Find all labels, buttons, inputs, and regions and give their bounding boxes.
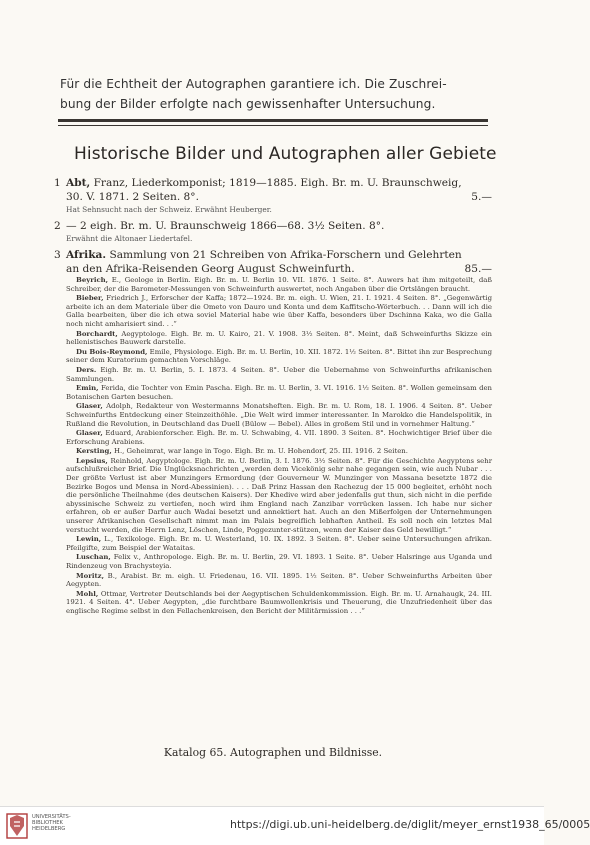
- entry-line: 30. V. 1871. 2 Seiten. 8°.: [66, 191, 199, 203]
- notice-line-2: bung der Bilder erfolgte nach gewissenhafter Untersuchung.: [60, 97, 436, 111]
- letter-item: Kersting, H., Geheimrat, war lange in Togo. Eigh. Br. m. U. Hohendorf, 25. III. 1916. 2 Seiten.: [76, 447, 408, 456]
- catalog-entries: [54, 176, 492, 617]
- entry-line: Sammlung von 21 Schreiben von Afrika-Forschern und Gelehrten: [106, 249, 462, 261]
- letter-item: Mohl, Ottmar, Vertreter Deutschlands bei der Aegyptischen Schuldenkommission. Eigh. Br. m. U. Arnahaugk, 24. III. 1921. 4 Seiten. 4°. Ueber Aegypten, „die furchtbare Baumwollenkrisis und Theuerung, die Unzufriedenheit über das englische Regime selbst in den Fellachenkreisen, den Bericht der Militärmission . . .“: [66, 589, 492, 615]
- catalog-entry-1: [54, 176, 492, 215]
- letter-item: Emin, Ferida, die Tochter von Emin Pascha. Eigh. Br. m. U. Berlin, 3. VI. 1916. 1½ Seiten. 8°. Wollen gemeinsam den Botanischen Garten besuchen.: [66, 384, 492, 401]
- entry-line: an den Afrika-Reisenden Georg August Schweinfurth.: [66, 263, 355, 275]
- letter-item: Luschan, Felix v., Anthropologe. Eigh. Br. m. U. Berlin, 29. VI. 1893. 1 Seite. 8°. Ueber Halsringe aus Uganda und Rindenzeug von Brachysteyia.: [66, 553, 492, 570]
- letter-item: Ders. Eigh. Br. m. U. Berlin, 5. I. 1873. 4 Seiten. 8°. Ueber die Uebernahme von Schweinfurths afrikanischen Sammlungen.: [66, 365, 492, 383]
- catalog-entry-3: [54, 248, 492, 276]
- letter-item: Glaser, Adolph, Redakteur von Westermanns Monatsheften. Eigh. Br. m. U. Rom, 18. I. 1906. 4 Seiten. 8°. Ueber Schweinfurths Entdeckung einer Steinzeithöhle. „Die Welt wird immer interessanter. In Marokko die Handelspolitik, in Rußland die Revolution, in Deutschland das Duell (Bülow — Bebel). Alles in großem Stil und in vornehmer Haltung.“: [66, 402, 492, 428]
- letter-list: [54, 276, 492, 616]
- letter-item: Lepsius, Reinhold, Aegyptologe. Eigh. Br. m. U. Berlin, 3. I. 1876. 3½ Seiten. 8°. Für die Geschichte Aegyptens sehr aufschlußreicher Brief. Die Unglücksnachrichten „werden dem Vicekönig sehr nahe gegangen sein, wie auch Nubar . . . Der größte Verlust ist aber Munzingers Ermordung (der Gouverneur W. Munzinger von Massana besetzte 1872 die Bezirke Bogos und Mensa in Nord-Abessinien). . . . Daß Prinz Hassan den Rachezug der 15 000 begleitet, erhöht noch die persönliche Theilnahme (des deutschen Kaisers). Der Khedive wird aber jedenfalls gut thun, sich nicht in die perfide abyssinische Schweiz zu vertiefen, noch wird ihm England nach Zanzibar vorrücken lassen. Ich habe nur sicher erfahren, ob er außer Darfur auch Wadai besetzt und annektiert hat. Auch an den Mißerfolgen der Unternehmungen unserer Afrikanischen Gesellschaft nimmt man im Palais begreiflich lebhaften Antheil. Es soll noch ein letztes Mal verstucht werden, die Herrn Lenz, Löschen, Linde, Poggezunter-stützen, wenn der Kaiser das Geld bewilligt.“: [66, 456, 492, 534]
- letter-item: Beyrich, E., Geologe in Berlin. Eigh. Br. m. U. Berlin 10. VII. 1876. 1 Seite. 8°. Auwers hat ihm mitgeteilt, daß Schreiber, der die Barometer-Messungen von Schweinfurth auswertet, noch Angaben über die Ortslängen braucht.: [66, 276, 492, 293]
- entry-title: Abt,: [66, 177, 91, 189]
- entry-number: 2: [54, 220, 61, 232]
- authenticity-notice: [60, 74, 480, 114]
- letter-item: Lewin, L., Texikologe. Eigh. Br. m. U. Westerland, 10. IX. 1892. 3 Seiten. 8°. Ueber seine Untersuchungen afrikan. Pfeilgifte, zum Beispiel der Wataitas.: [66, 535, 492, 552]
- entry-note: Erwähnt die Altonaer Liedertafel.: [66, 234, 193, 243]
- double-rule-thin: [58, 125, 488, 126]
- entry-number: 1: [54, 177, 61, 189]
- catalog-entry-2: [54, 219, 492, 244]
- section-heading: Historische Bilder und Autographen aller Gebiete: [74, 144, 497, 164]
- library-logo-icon: [6, 812, 28, 840]
- entry-line: Franz, Liederkomponist; 1819—1885. Eigh. Br. m. U. Braunschweig,: [90, 177, 462, 189]
- entry-note: Hat Sehnsucht nach der Schweiz. Erwähnt Heuberger.: [66, 205, 272, 214]
- library-name: UNIVERSITÄTS- BIBLIOTHEK HEIDELBERG: [32, 814, 71, 833]
- entry-price: 85.—: [464, 263, 492, 275]
- entry-title: Afrika.: [66, 249, 107, 261]
- entry-price: 5.—: [471, 191, 492, 203]
- letter-item: Du Bois-Reymond, Emile, Physiologe. Eigh. Br. m. U. Berlin, 10. XII. 1872. 1½ Seiten. 8°. Bittet ihn zur Besprechung seiner dem Kuratorium gemachten Vorschläge.: [66, 347, 492, 365]
- catalog-footer: Katalog 65. Autographen und Bildnisse.: [163, 746, 383, 759]
- letter-item: Glaser, Eduard, Arabienforscher. Eigh. Br. m. U. Schwabing, 4. VII. 1890. 3 Seiten. 8°. Hochwichtiger Brief über die Erforschung Arabiens.: [66, 429, 492, 446]
- notice-line-1: Für die Echtheit der Autographen garantiere ich. Die Zuschrei-: [60, 77, 447, 91]
- library-footer-bar: [0, 806, 590, 845]
- letter-item: Moritz, B., Arabist. Br. m. eigh. U. Friedenau, 16. VII. 1895. 1½ Seiten. 8°. Ueber Schweinfurths Arbeiten über Aegypten.: [66, 571, 492, 589]
- double-rule-thick: [58, 119, 488, 122]
- entry-line: — 2 eigh. Br. m. U. Braunschweig 1866—68. 3½ Seiten. 8°.: [66, 220, 385, 232]
- letter-item: Bieber, Friedrich J., Erforscher der Kaffa; 1872—1924. Br. m. eigh. U. Wien, 21. I. 1921. 4 Seiten. 8°. „Gegenwärtig arbeite ich an dem Materiale über die Ometo von Dauro und Konta und dem Kaffitscho-Wörterbuch. . . Dann will ich die Galla bearbeiten, über die ich etwa soviel Material habe wie über Kaffa, besonders über Dschinna Kaka, wo die Galla noch nicht amharisiert sind. . .“: [66, 294, 492, 328]
- source-url-link[interactable]: https://digi.ub.uni-heidelberg.de/diglit/meyer_ernst1938_65/0005: [230, 818, 590, 831]
- entry-number: 3: [54, 249, 61, 261]
- letter-item: Borchardt, Aegyptologe. Eigh. Br. m. U. Kairo, 21. V. 1908. 3½ Seiten. 8°. Meint, daß Schweinfurths Skizze ein hellenistisches Bauwerk darstelle.: [66, 329, 492, 347]
